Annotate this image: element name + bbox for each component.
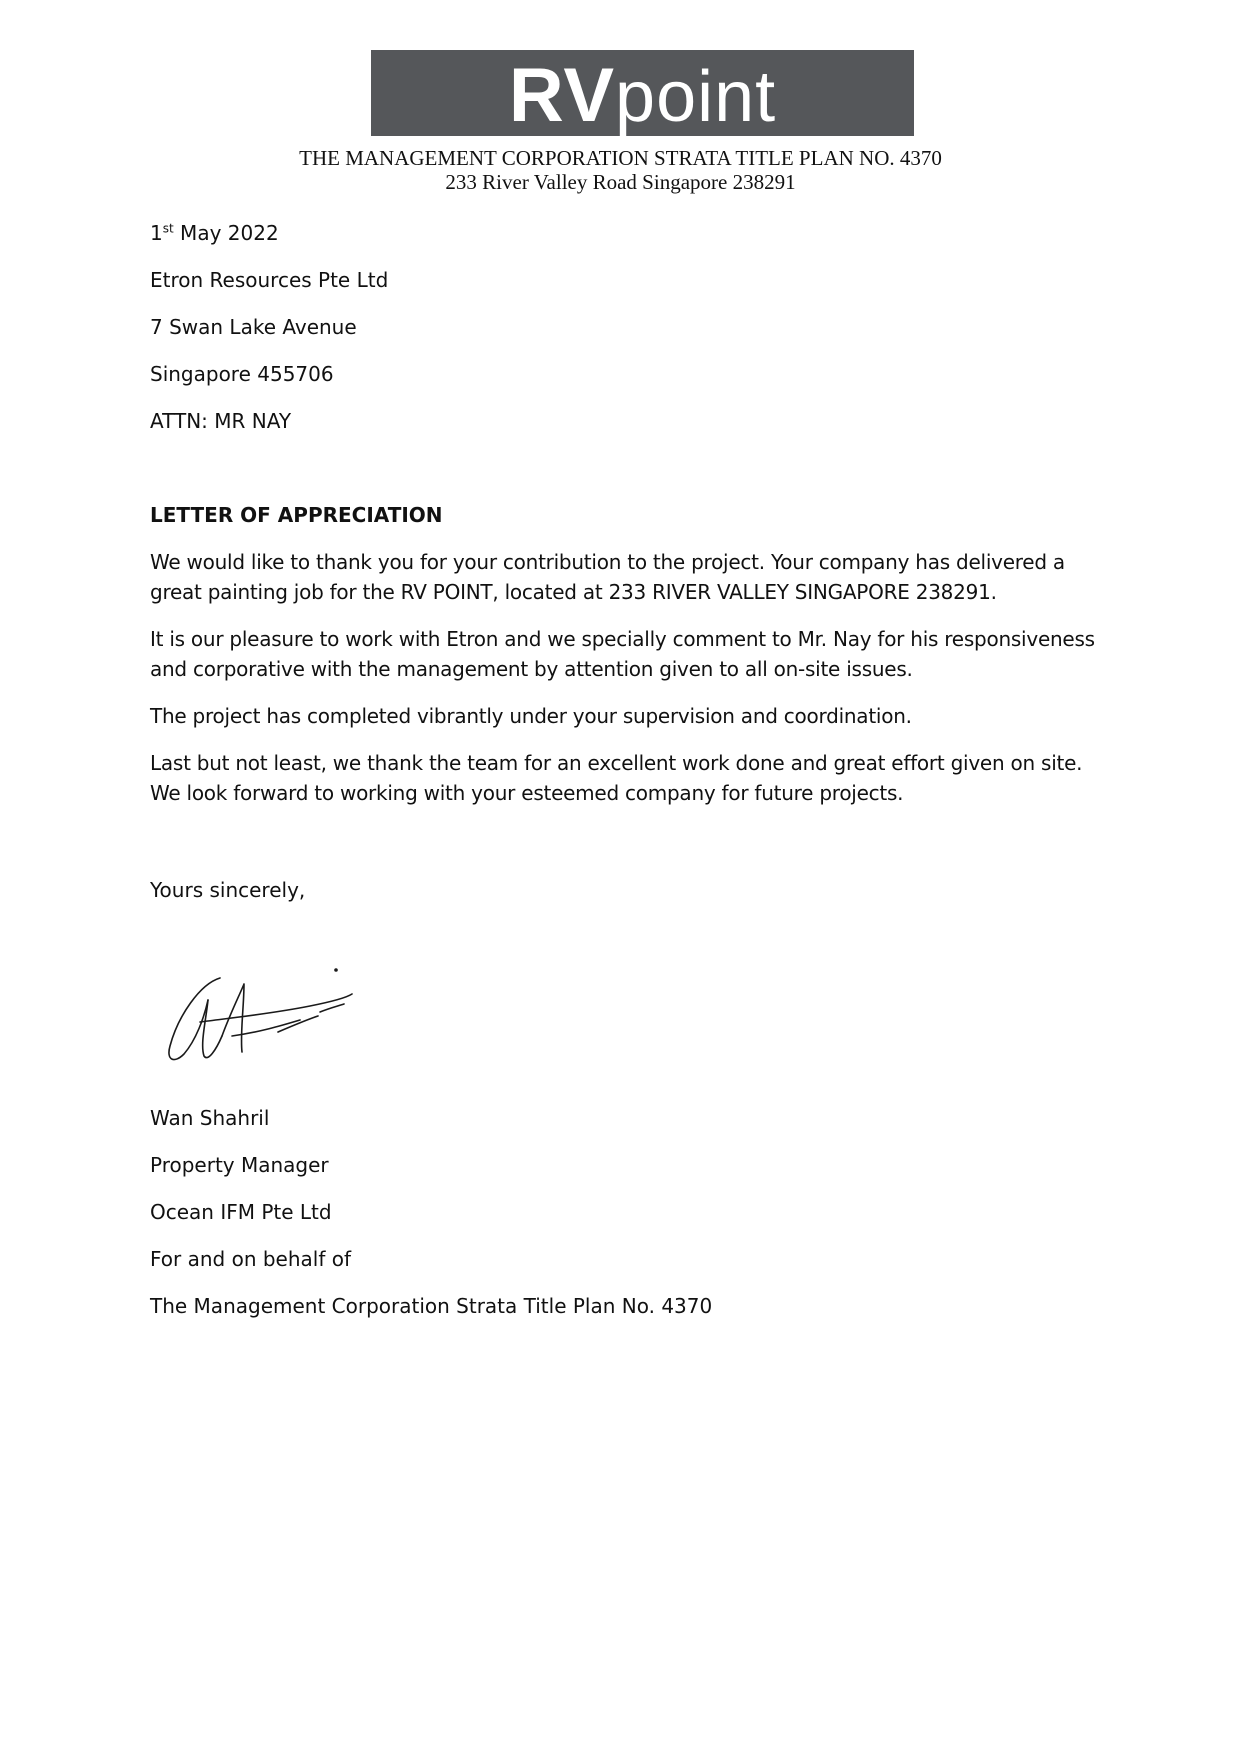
letterhead-corporation-name: THE MANAGEMENT CORPORATION STRATA TITLE PLAN NO. 4370 [299,146,942,170]
signatory-company: Ocean IFM Pte Ltd [150,1200,332,1224]
logo-point-text: point [615,57,777,137]
recipient-city: Singapore 455706 [150,362,334,386]
logo-rv-text: RV [508,53,616,138]
letter-date [150,218,279,248]
body-paragraph-2: It is our pleasure to work with Etron and we specially comment to Mr. Nay for his responsiveness and corporative with the management by attention given to all on-site issues. [150,627,1095,681]
date-rest: May 2022 [173,221,279,245]
body-paragraph-1: We would like to thank you for your contribution to the project. Your company has delivered a great painting job for the RV POINT, located at 233 RIVER VALLEY SINGAPORE 238291. [150,550,1065,604]
body-paragraph-3: The project has completed vibrantly under your supervision and coordination. [150,704,912,728]
logo-wordmark [508,53,777,138]
handwritten-signature [160,960,360,1075]
letter-closing: Yours sincerely, [150,878,306,902]
signatory-title: Property Manager [150,1153,329,1177]
body-paragraph-4: Last but not least, we thank the team for an excellent work done and great effort given on site. We look forward to working with your esteemed company for future projects. [150,751,1083,805]
signatory-name: Wan Shahril [150,1106,270,1130]
date-day: 1 [150,221,163,245]
recipient-company: Etron Resources Pte Ltd [150,268,389,292]
rvpoint-logo [371,50,914,136]
recipient-attention: ATTN: MR NAY [150,409,292,433]
signatory-organisation: The Management Corporation Strata Title Plan No. 4370 [150,1294,713,1318]
date-suffix: st [162,221,174,236]
letterhead-address: 233 River Valley Road Singapore 238291 [445,170,796,194]
letter-subject: LETTER OF APPRECIATION [150,503,443,527]
recipient-street: 7 Swan Lake Avenue [150,315,357,339]
signatory-behalf: For and on behalf of [150,1247,352,1271]
